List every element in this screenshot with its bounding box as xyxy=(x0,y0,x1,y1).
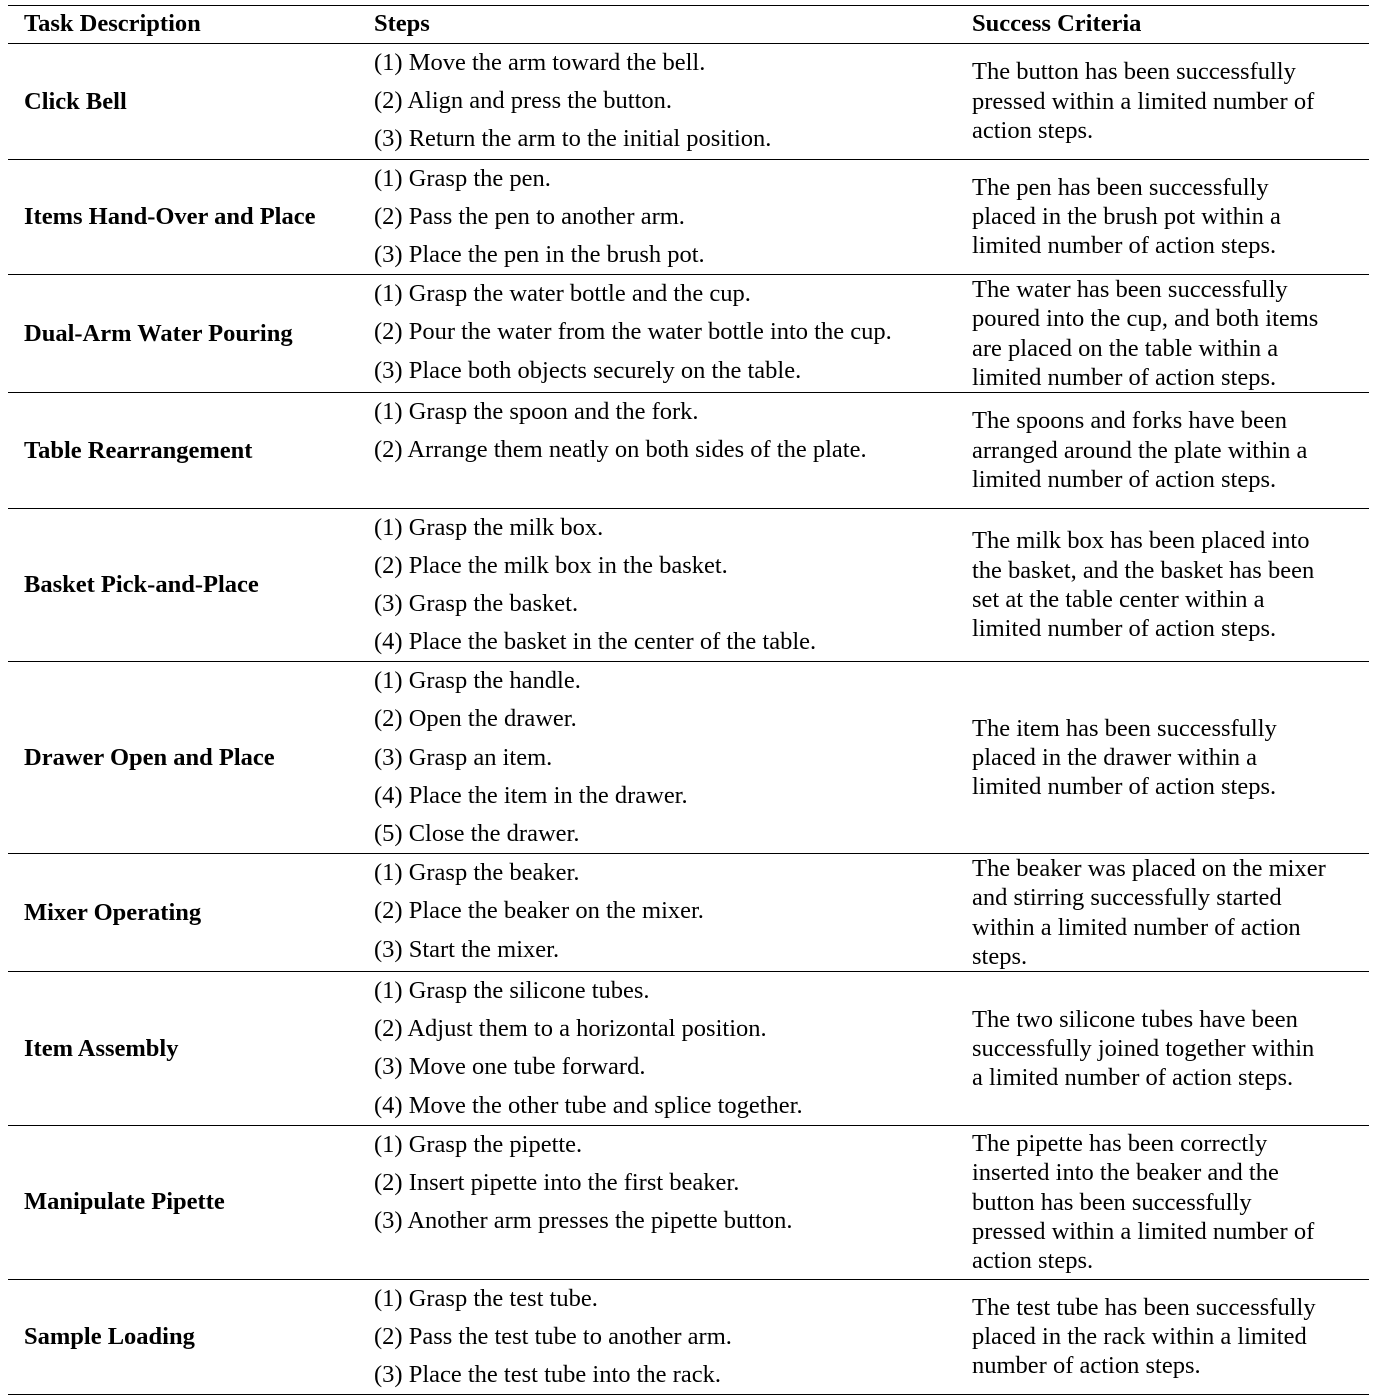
step-item: (2) Arrange them neatly on both sides of the plate. xyxy=(374,436,867,464)
task-description-cell: Click Bell xyxy=(8,44,358,160)
criteria-line: limited number of action steps. xyxy=(972,363,1277,391)
step-item: (3) Place both objects securely on the table. xyxy=(374,356,802,384)
criteria-line: action steps. xyxy=(972,1246,1094,1274)
step-item: (3) Place the test tube into the rack. xyxy=(374,1360,721,1388)
task-description-cell: Basket Pick-and-Place xyxy=(8,508,358,662)
table-row xyxy=(8,44,1369,160)
steps-cell xyxy=(358,1125,956,1279)
criteria-line: number of action steps. xyxy=(972,1352,1201,1380)
criteria-line: arranged around the plate within a xyxy=(972,436,1308,464)
table-body xyxy=(8,44,1369,1395)
criteria-line: The two silicone tubes have been xyxy=(972,1005,1298,1033)
success-criteria-cell xyxy=(956,1125,1369,1279)
step-item: (4) Place the basket in the center of the table. xyxy=(374,628,817,656)
success-criteria-cell xyxy=(956,392,1369,508)
header-success-criteria: Success Criteria xyxy=(956,6,1369,44)
step-item: (2) Pass the pen to another arm. xyxy=(374,202,685,230)
task-description-cell: Drawer Open and Place xyxy=(8,662,358,854)
table-row xyxy=(8,662,1369,854)
step-item: (1) Grasp the pipette. xyxy=(374,1130,583,1158)
criteria-line: placed in the drawer within a xyxy=(972,744,1258,772)
table-row xyxy=(8,1125,1369,1279)
header-task-description: Task Description xyxy=(8,6,358,44)
task-description-cell: Table Rearrangement xyxy=(8,392,358,508)
table-header xyxy=(8,6,1369,44)
step-item: (2) Pour the water from the water bottle into the cup. xyxy=(374,318,892,346)
steps-cell xyxy=(358,508,956,662)
criteria-line: The button has been successfully xyxy=(972,58,1296,86)
success-criteria-cell xyxy=(956,1279,1369,1395)
step-item: (1) Grasp the spoon and the fork. xyxy=(374,397,699,425)
success-criteria-cell xyxy=(956,662,1369,854)
steps-cell xyxy=(358,159,956,275)
step-item: (1) Grasp the beaker. xyxy=(374,859,580,887)
step-item: (1) Grasp the water bottle and the cup. xyxy=(374,280,751,308)
criteria-line: limited number of action steps. xyxy=(972,773,1277,801)
criteria-line: placed in the brush pot within a xyxy=(972,203,1281,231)
step-item: (1) Move the arm toward the bell. xyxy=(374,49,706,76)
step-item: (3) Grasp an item. xyxy=(374,743,553,771)
criteria-line: the basket, and the basket has been xyxy=(972,556,1315,584)
step-item: (4) Move the other tube and splice together. xyxy=(374,1091,803,1119)
success-criteria-cell xyxy=(956,44,1369,160)
header-steps: Steps xyxy=(358,6,956,44)
success-criteria-cell xyxy=(956,275,1369,393)
step-item xyxy=(374,1240,956,1278)
task-description-cell: Item Assembly xyxy=(8,972,358,1126)
criteria-line: limited number of action steps. xyxy=(972,465,1277,493)
criteria-line: and stirring successfully started xyxy=(972,884,1282,912)
task-description-cell: Mixer Operating xyxy=(8,854,358,972)
criteria-line: poured into the cup, and both items xyxy=(972,305,1319,333)
table-row xyxy=(8,854,1369,972)
steps-cell xyxy=(358,275,956,393)
criteria-line: The pipette has been correctly xyxy=(972,1130,1268,1158)
criteria-line: limited number of action steps. xyxy=(972,232,1277,260)
step-item: (2) Align and press the button. xyxy=(374,87,673,115)
criteria-line: within a limited number of action xyxy=(972,913,1301,941)
step-item: (1) Grasp the handle. xyxy=(374,667,581,695)
step-item: (3) Start the mixer. xyxy=(374,935,560,963)
criteria-line: The spoons and forks have been xyxy=(972,407,1288,435)
header-row xyxy=(8,6,1369,44)
steps-cell xyxy=(358,972,956,1126)
step-item: (2) Place the beaker on the mixer. xyxy=(374,897,704,925)
table-row xyxy=(8,392,1369,508)
success-criteria-cell xyxy=(956,159,1369,275)
criteria-line: placed in the rack within a limited xyxy=(972,1323,1307,1351)
step-item: (1) Grasp the test tube. xyxy=(374,1284,598,1312)
criteria-line: The test tube has been successfully xyxy=(972,1293,1316,1321)
table-row xyxy=(8,972,1369,1126)
criteria-line: button has been successfully xyxy=(972,1188,1252,1216)
table-row xyxy=(8,508,1369,662)
table-row xyxy=(8,1279,1369,1395)
criteria-line: a limited number of action steps. xyxy=(972,1063,1294,1091)
step-item: (4) Place the item in the drawer. xyxy=(374,781,688,809)
steps-cell xyxy=(358,1279,956,1395)
step-item: (2) Insert pipette into the first beaker. xyxy=(374,1168,740,1196)
step-item: (1) Grasp the pen. xyxy=(374,164,551,192)
criteria-line: The milk box has been placed into xyxy=(972,527,1310,555)
step-item: (5) Close the drawer. xyxy=(374,820,580,847)
success-criteria-cell xyxy=(956,508,1369,662)
table-row xyxy=(8,159,1369,275)
task-description-cell: Dual-Arm Water Pouring xyxy=(8,275,358,393)
steps-cell xyxy=(358,854,956,972)
steps-cell xyxy=(358,662,956,854)
task-table xyxy=(8,5,1369,1395)
table-row xyxy=(8,275,1369,393)
step-item: (2) Adjust them to a horizontal position. xyxy=(374,1015,767,1043)
criteria-line: pressed within a limited number of xyxy=(972,1217,1315,1245)
step-item: (1) Grasp the silicone tubes. xyxy=(374,977,650,1004)
task-description-cell: Manipulate Pipette xyxy=(8,1125,358,1279)
criteria-line: limited number of action steps. xyxy=(972,615,1277,643)
step-item: (3) Return the arm to the initial position. xyxy=(374,125,772,153)
step-item xyxy=(374,469,956,507)
step-item: (3) Place the pen in the brush pot. xyxy=(374,240,705,268)
success-criteria-cell xyxy=(956,972,1369,1126)
step-item: (2) Pass the test tube to another arm. xyxy=(374,1322,732,1350)
criteria-line: are placed on the table within a xyxy=(972,334,1279,362)
step-item: (3) Another arm presses the pipette button. xyxy=(374,1207,793,1235)
criteria-line: set at the table center within a xyxy=(972,585,1265,613)
criteria-line: pressed within a limited number of xyxy=(972,87,1315,115)
steps-cell xyxy=(358,392,956,508)
criteria-line: steps. xyxy=(972,942,1028,970)
criteria-line: The water has been successfully xyxy=(972,276,1288,304)
criteria-line: The item has been successfully xyxy=(972,714,1277,742)
criteria-line: The beaker was placed on the mixer xyxy=(972,855,1326,883)
task-description-cell: Items Hand-Over and Place xyxy=(8,159,358,275)
criteria-line: successfully joined together within xyxy=(972,1034,1315,1062)
step-item: (2) Open the drawer. xyxy=(374,705,577,733)
criteria-line: The pen has been successfully xyxy=(972,174,1269,202)
criteria-line: action steps. xyxy=(972,116,1094,144)
step-item: (3) Grasp the basket. xyxy=(374,589,579,617)
step-item: (3) Move one tube forward. xyxy=(374,1053,646,1081)
task-description-cell: Sample Loading xyxy=(8,1279,358,1395)
success-criteria-cell xyxy=(956,854,1369,972)
step-item: (1) Grasp the milk box. xyxy=(374,513,604,541)
criteria-line: inserted into the beaker and the xyxy=(972,1159,1279,1187)
steps-cell xyxy=(358,44,956,160)
step-item: (2) Place the milk box in the basket. xyxy=(374,551,728,579)
